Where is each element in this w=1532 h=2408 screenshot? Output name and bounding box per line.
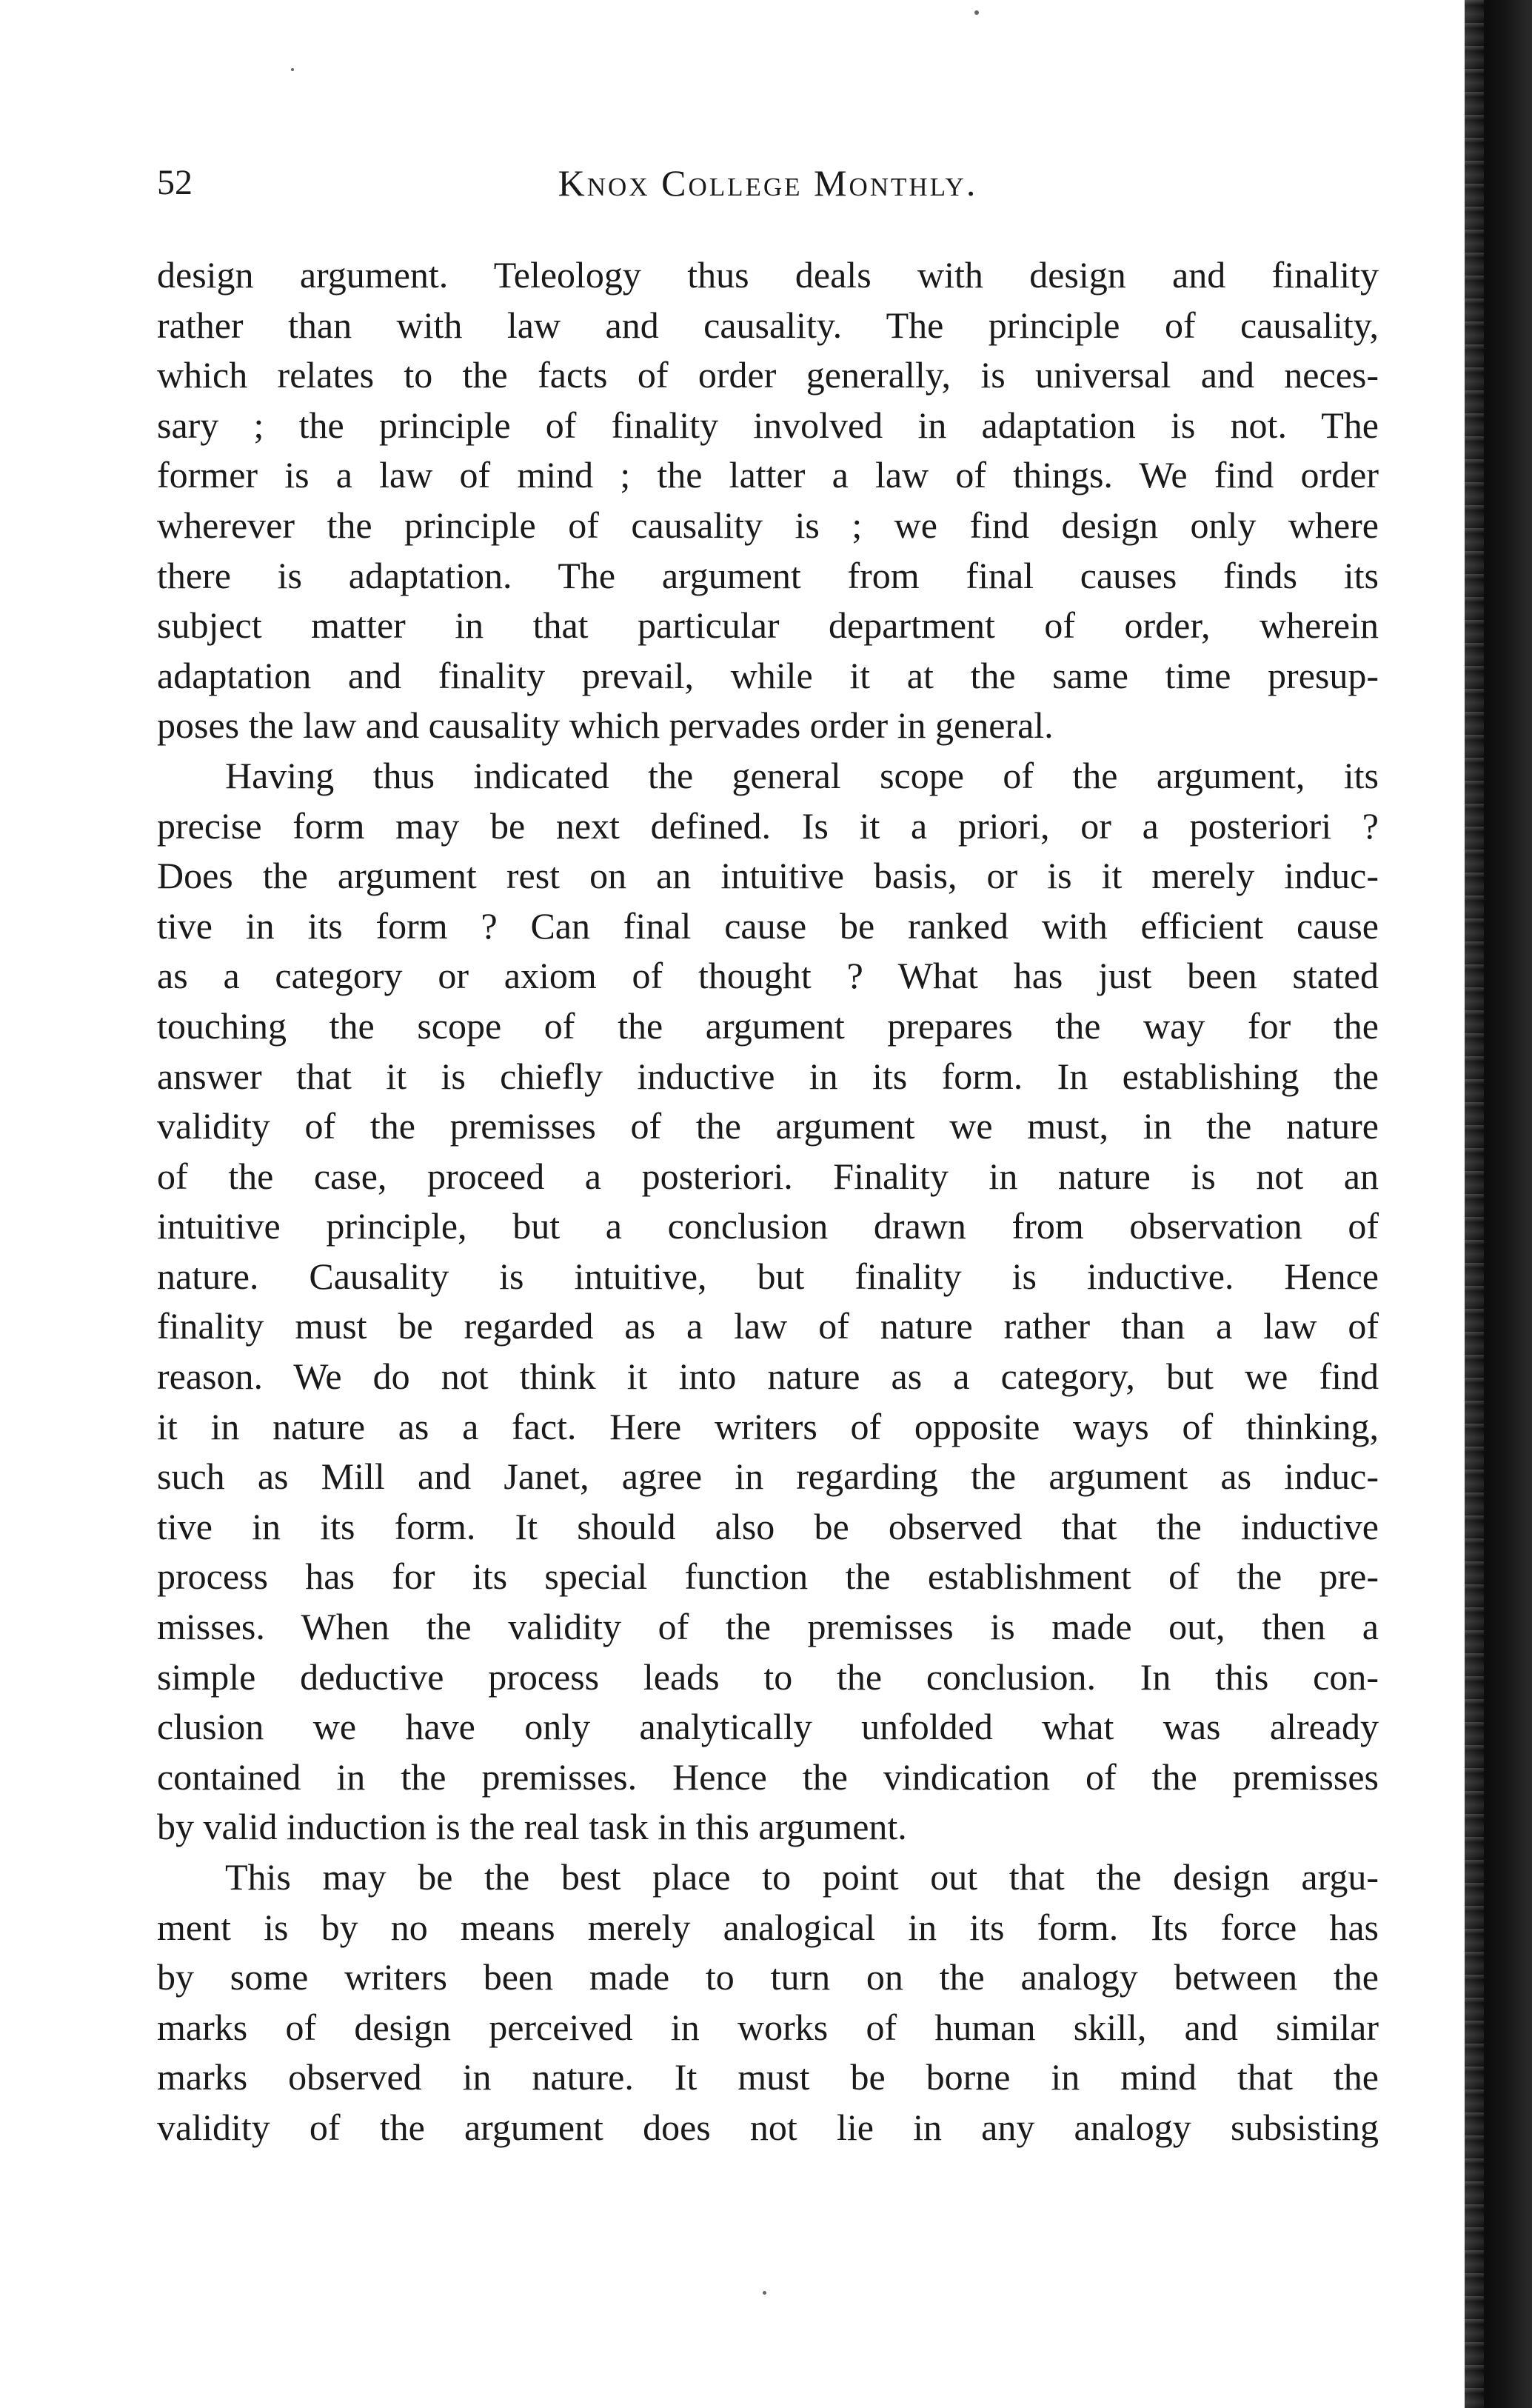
text-line: simple deductive process leads to the conclusion. In this con- (157, 1655, 1379, 1698)
text-line: nature. Causality is intuitive, but finality is inductive. Hence (157, 1255, 1379, 1297)
scan-speck (974, 10, 979, 15)
text-line: reason. We do not think it into nature as a category, but we find (157, 1355, 1379, 1398)
text-line: which relates to the facts of order generally, is universal and neces- (157, 354, 1379, 396)
text-line: former is a law of mind ; the latter a law of things. We find order (157, 454, 1379, 496)
text-line: Does the argument rest on an intuitive basis, or is it merely induc- (157, 855, 1379, 897)
running-title: Knox College Monthly. (558, 162, 978, 204)
text-line: touching the scope of the argument prepares the way for the (157, 1004, 1379, 1047)
text-line: validity of the premisses of the argument we must, in the nature (157, 1105, 1379, 1147)
text-line: such as Mill and Janet, agree in regarding the argument as induc- (157, 1455, 1379, 1498)
text-line: clusion we have only analytically unfolded what was already (157, 1706, 1379, 1748)
text-line: by valid induction is the real task in this argument. (157, 1806, 907, 1848)
paragraph (157, 250, 1379, 751)
running-header (157, 157, 1379, 209)
text-line: validity of the argument does not lie in any analogy subsisting (157, 2106, 1379, 2148)
paragraph (157, 751, 1379, 1852)
body-text (157, 250, 1379, 2153)
text-line: This may be the best place to point out that the design argu- (225, 1856, 1379, 1898)
page-binding-texture (1465, 0, 1484, 2408)
text-line: process has for its special function the establishment of the pre- (157, 1555, 1379, 1598)
text-line: of the case, proceed a posteriori. Finality in nature is not an (157, 1155, 1379, 1197)
text-line: misses. When the validity of the premisses is made out, then a (157, 1606, 1379, 1648)
text-line: by some writers been made to turn on the analogy between the (157, 1956, 1379, 1998)
text-line: wherever the principle of causality is ; we find design only where (157, 504, 1379, 546)
text-line: sary ; the principle of finality involved in adaptation is not. The (157, 404, 1379, 446)
text-line: ment is by no means merely analogical in its form. Its force has (157, 1906, 1379, 1948)
text-line: as a category or axiom of thought ? What has just been stated (157, 955, 1379, 997)
text-line: intuitive principle, but a conclusion drawn from observation of (157, 1205, 1379, 1247)
text-line: tive in its form ? Can final cause be ranked with efficient cause (157, 904, 1379, 947)
text-line: subject matter in that particular department of order, wherein (157, 604, 1379, 647)
text-line: it in nature as a fact. Here writers of opposite ways of thinking, (157, 1405, 1379, 1447)
text-line: rather than with law and causality. The principle of causality, (157, 304, 1379, 346)
text-line: tive in its form. It should also be observed that the inductive (157, 1505, 1379, 1547)
text-line: adaptation and finality prevail, while it at the same time presup- (157, 654, 1379, 696)
text-line: design argument. Teleology thus deals with design and finality (157, 254, 1379, 296)
text-line: Having thus indicated the general scope of the argument, its (225, 754, 1379, 796)
page-number: 52 (157, 163, 193, 202)
paragraph (157, 1852, 1379, 2153)
text-line: marks observed in nature. It must be borne in mind that the (157, 2056, 1379, 2098)
text-line: finality must be regarded as a law of nature rather than a law of (157, 1305, 1379, 1347)
text-line: there is adaptation. The argument from final causes finds its (157, 554, 1379, 596)
text-line: answer that it is chiefly inductive in its form. In establishing the (157, 1055, 1379, 1097)
text-line: precise form may be next defined. Is it a priori, or a posteriori ? (157, 804, 1379, 847)
text-line: contained in the premisses. Hence the vindication of the premisses (157, 1755, 1379, 1798)
text-line: marks of design perceived in works of human skill, and similar (157, 2006, 1379, 2048)
scan-speck (763, 2291, 766, 2295)
text-line: poses the law and causality which pervades order in general. (157, 704, 1054, 747)
scan-speck (291, 68, 294, 71)
